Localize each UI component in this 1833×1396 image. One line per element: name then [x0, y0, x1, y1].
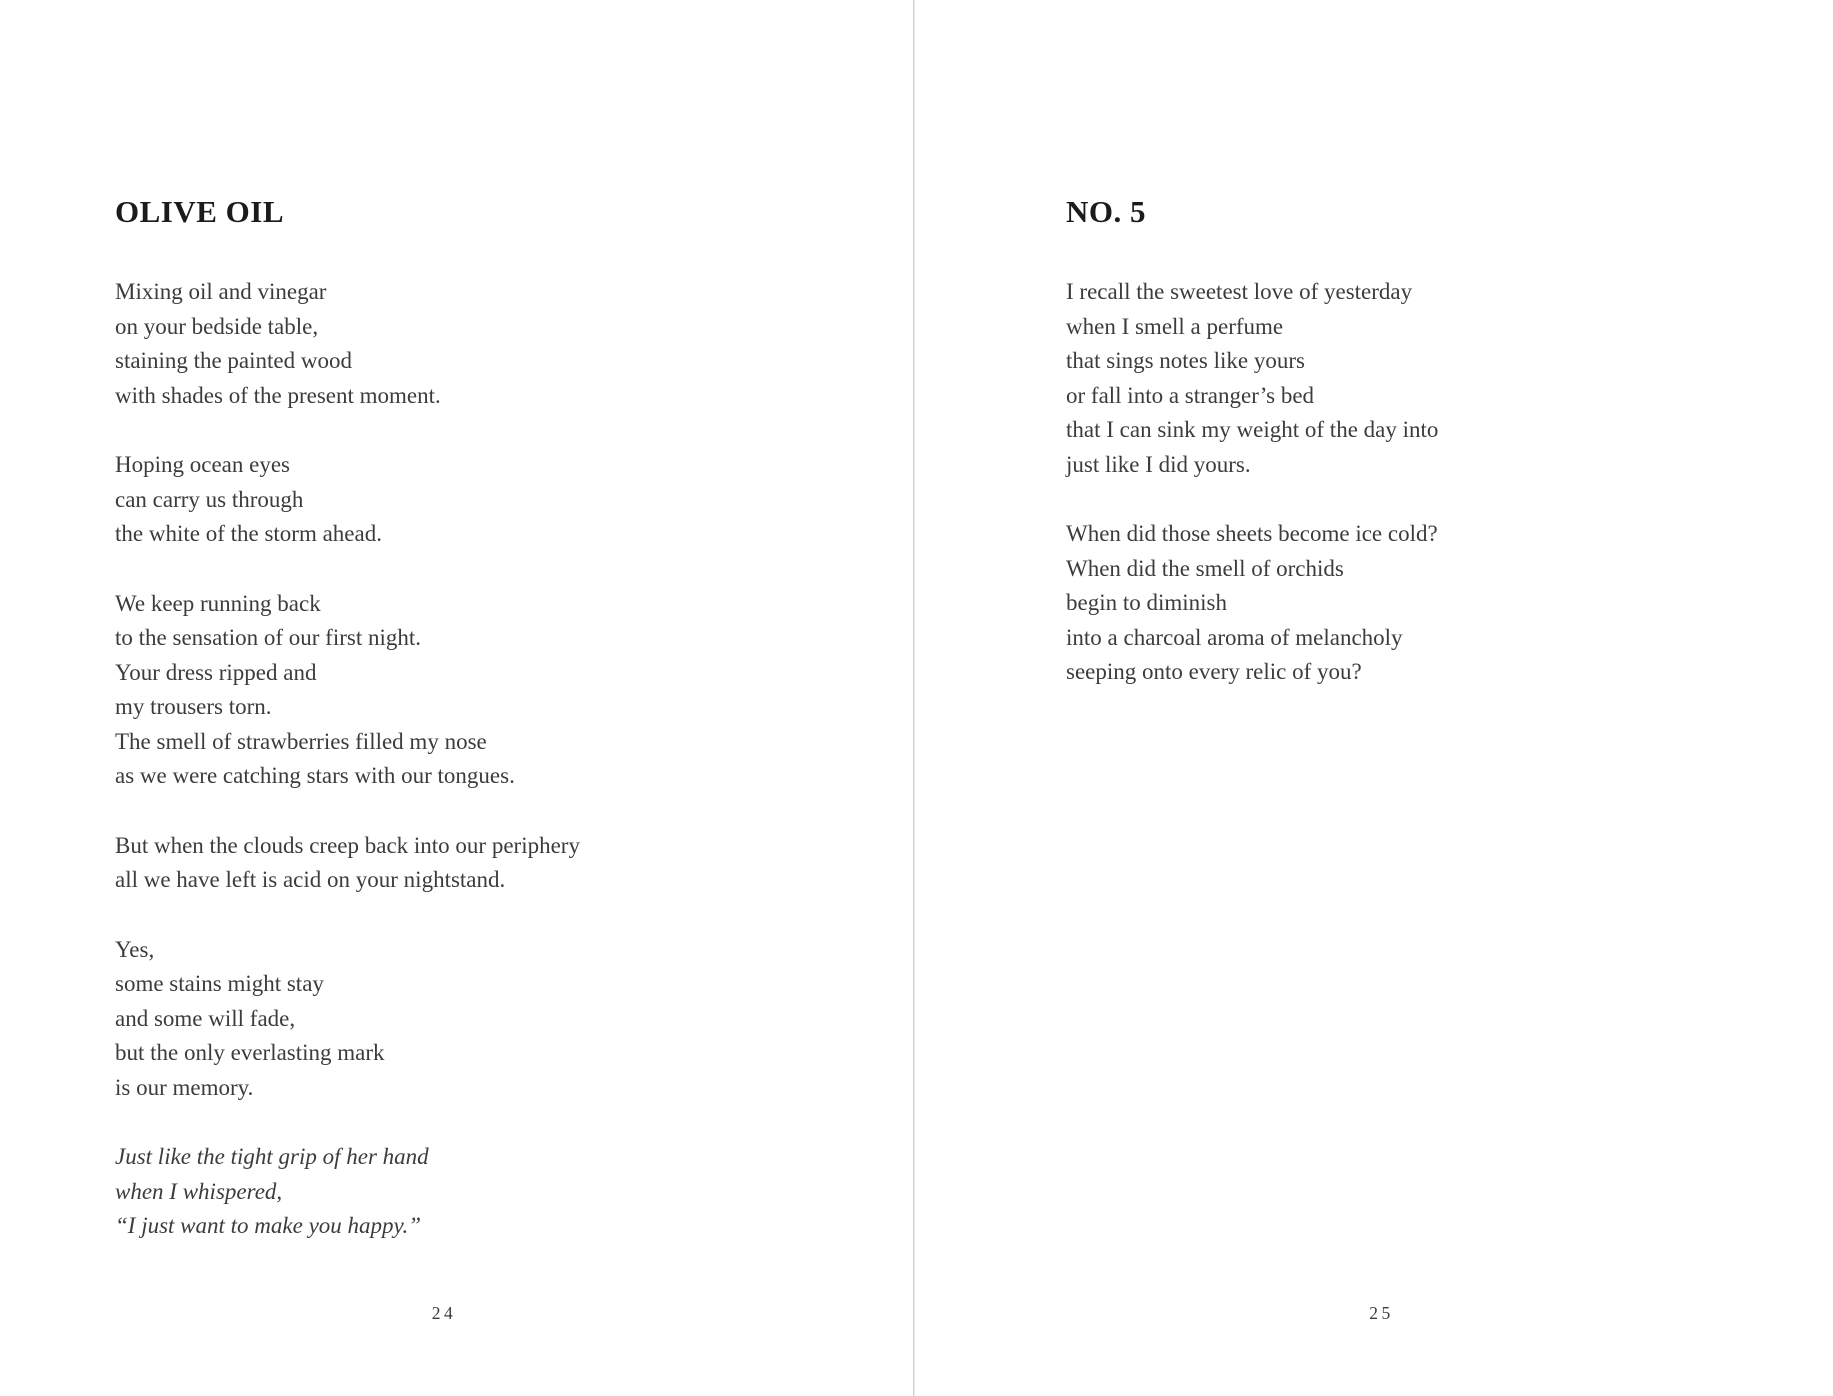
- poem-line: Mixing oil and vinegar: [115, 279, 327, 304]
- poem-title-left: OLIVE OIL: [115, 194, 285, 229]
- poem-line: my trousers torn.: [115, 694, 272, 719]
- poem-line: when I smell a perfume: [1066, 313, 1284, 339]
- poem-line: the white of the storm ahead.: [115, 521, 382, 546]
- poem-line: when I whispered,: [115, 1178, 283, 1204]
- poem-stanza: [1066, 517, 1773, 690]
- poem-line: Your dress ripped and: [115, 659, 317, 685]
- poem-line: is our memory.: [115, 1074, 254, 1100]
- poem-line: that sings notes like yours: [1066, 348, 1305, 373]
- poem-left: [115, 275, 853, 1244]
- poem-line: Just like the tight grip of her hand: [115, 1144, 429, 1169]
- poem-stanza: [115, 275, 853, 413]
- poem-line: and some will fade,: [115, 1005, 296, 1031]
- poem-line: into a charcoal aroma of melancholy: [1066, 624, 1403, 650]
- poem-line: just like I did yours.: [1066, 451, 1251, 477]
- poem-line: on your bedside table,: [115, 313, 319, 339]
- page-right: [915, 0, 1833, 1396]
- poem-line: all we have left is acid on your nightstand.: [115, 867, 506, 892]
- poem-stanza: [115, 1140, 853, 1244]
- page-number-left: 24: [431, 1303, 457, 1323]
- poem-line: The smell of strawberries filled my nose: [115, 728, 487, 754]
- poem-stanza: [115, 448, 853, 552]
- poem-line: When did the smell of orchids: [1066, 555, 1344, 581]
- poem-line: seeping onto every relic of you?: [1066, 659, 1362, 684]
- poem-stanza: [115, 587, 853, 794]
- poem-stanza: [1066, 275, 1773, 482]
- page-number-right: 25: [1369, 1303, 1394, 1323]
- page-left: [0, 0, 913, 1396]
- poem-line: or fall into a stranger’s bed: [1066, 382, 1315, 408]
- poem-line: We keep running back: [115, 590, 321, 616]
- poem-line: “I just want to make you happy.”: [115, 1213, 422, 1238]
- poem-line: some stains might stay: [115, 971, 324, 996]
- poem-line: as we were catching stars with our tongues.: [115, 763, 515, 788]
- poem-line: Yes,: [115, 936, 155, 962]
- poem-line: but the only everlasting mark: [115, 1040, 385, 1065]
- poem-line: When did those sheets become ice cold?: [1066, 521, 1438, 546]
- poem-stanza: [115, 933, 853, 1106]
- poem-right: [1066, 275, 1773, 690]
- poem-line: begin to diminish: [1066, 590, 1227, 615]
- poem-line: that I can sink my weight of the day into: [1066, 417, 1439, 442]
- poem-line: But when the clouds creep back into our periphery: [115, 832, 580, 858]
- poem-line: Hoping ocean eyes: [115, 452, 290, 477]
- poem-stanza: [115, 829, 853, 898]
- poem-line: can carry us through: [115, 486, 304, 512]
- poem-title-right: NO. 5: [1066, 194, 1146, 229]
- poem-line: staining the painted wood: [115, 348, 352, 373]
- poem-line: I recall the sweetest love of yesterday: [1066, 279, 1413, 304]
- poem-line: to the sensation of our first night.: [115, 625, 421, 650]
- poem-line: with shades of the present moment.: [115, 382, 441, 408]
